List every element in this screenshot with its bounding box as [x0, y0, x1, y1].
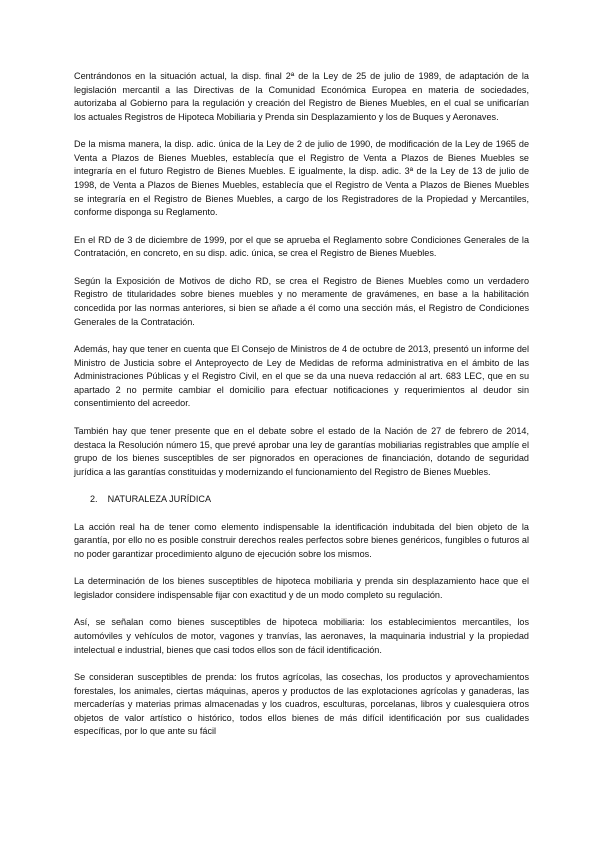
paragraph-debate-nacion: También hay que tener presente que en el debate sobre el estado de la Nación de 27 de febrero de 2014, destaca la Resolución número 15, que prevé aprobar una ley de garantías mobiliarias registrables que amplíe el grupo de los bienes susceptibles de ser pignorados en operaciones de financiación, dotando de seguridad jurídica a las garantías constituidas y modernizando el funcionamiento del Registro de Bienes Muebles.: [74, 425, 529, 477]
paragraph-disp-adic: De la misma manera, la disp. adic. única de la Ley de 2 de julio de 1990, de modificación de la Ley de 1965 de Venta a Plazos de Bienes Muebles, establecía que el Registro de Venta a Plazos de Bienes Muebles se integraría en el futuro Registro de Bienes Muebles. E igualmente, la disp. adic. 3ª de la Ley de 13 de julio de 1998, de Venta a Plazos de Bienes Muebles, establecía que el Registro de Venta a Plazos de Bienes Muebles se integraría en el Registro de Bienes Muebles, a cargo de los Registradores de la Propiedad y Mercantiles, conforme disponga su Reglamento.: [74, 139, 529, 218]
document-body: [74, 70, 529, 753]
section-number: 2.: [90, 494, 98, 505]
paragraph-accion-real: La acción real ha de tener como elemento indispensable la identificación indubitada del bien objeto de la garantía, por ello no es posible construir derechos reales perfectos sobre bienes genéricos, fungibles o futuros al no poder garantizar procedimiento alguno de ejecución sobre los mismos.: [74, 521, 529, 559]
paragraph-hipoteca-mobiliaria: Así, se señalan como bienes susceptibles de hipoteca mobiliaria: los establecimientos mercantiles, los automóviles y vehículos de motor, vagones y tranvías, las aeronaves, la maquinaria industrial y la propiedad intelectual e industrial, bienes que casi todos ellos son de fácil identificación.: [74, 617, 529, 655]
paragraph-rd-1999: En el RD de 3 de diciembre de 1999, por el que se aprueba el Reglamento sobre Condiciones Generales de la Contratación, en concreto, en su disp. adic. única, se crea el Registro de Bienes Muebles.: [74, 234, 529, 259]
paragraph-prenda: Se consideran susceptibles de prenda: los frutos agrícolas, las cosechas, los productos y aprovechamientos forestales, los animales, ciertas máquinas, aperos y productos de las explotaciones agrícolas y ganaderas, las mercaderías y materias primas almacenadas y los cuadros, esculturas, porcelanas, libros y cualesquiera otros objetos de valor artístico o histórico, todos ellos bienes de más difícil identificación por sus cualidades específicas, por lo que ante su fácil: [74, 672, 529, 737]
paragraph-consejo-ministros: Además, hay que tener en cuenta que El Consejo de Ministros de 4 de octubre de 2013, presentó un informe del Ministro de Justicia sobre el Anteproyecto de Ley de Medidas de reforma administrativa en el ámbito de las Administraciones Públicas y el Registro Civil, en el que se da una nueva redacción al art. 683 LEC, que en su apartado 2 no permite cambiar el domicilio para efectuar notificaciones y requerimientos al deudor sin consentimiento del acreedor.: [74, 344, 529, 409]
section-title: NATURALEZA JURÍDICA: [107, 494, 212, 505]
paragraph-exposicion-motivos: Según la Exposición de Motivos de dicho RD, se crea el Registro de Bienes Muebles como un verdadero Registro de titularidades sobre bienes muebles y no meramente de gravámenes, en base a la habilitación concedida por las normas anteriores, si bien se añade a él como una sección más, el Registro de Condiciones Generales de la Contratación.: [74, 275, 529, 327]
paragraph-determinacion-bienes: La determinación de los bienes susceptibles de hipoteca mobiliaria y prenda sin desplazamiento hace que el legislador considere indispensable fijar con exactitud y de un modo completo su regulación.: [74, 576, 529, 600]
paragraph-disp-final: Centrándonos en la situación actual, la disp. final 2ª de la Ley de 25 de julio de 1989, de adaptación de la legislación mercantil a las Directivas de la Comunidad Económica Europea en materia de sociedades, autorizaba al Gobierno para la regulación y creación del Registro de Bienes Muebles, en el cual se unificarían los actuales Registros de Hipoteca Mobiliaria y Prenda sin Desplazamiento y los de Buques y Aeronaves.: [74, 71, 529, 122]
section-heading: [74, 493, 529, 507]
